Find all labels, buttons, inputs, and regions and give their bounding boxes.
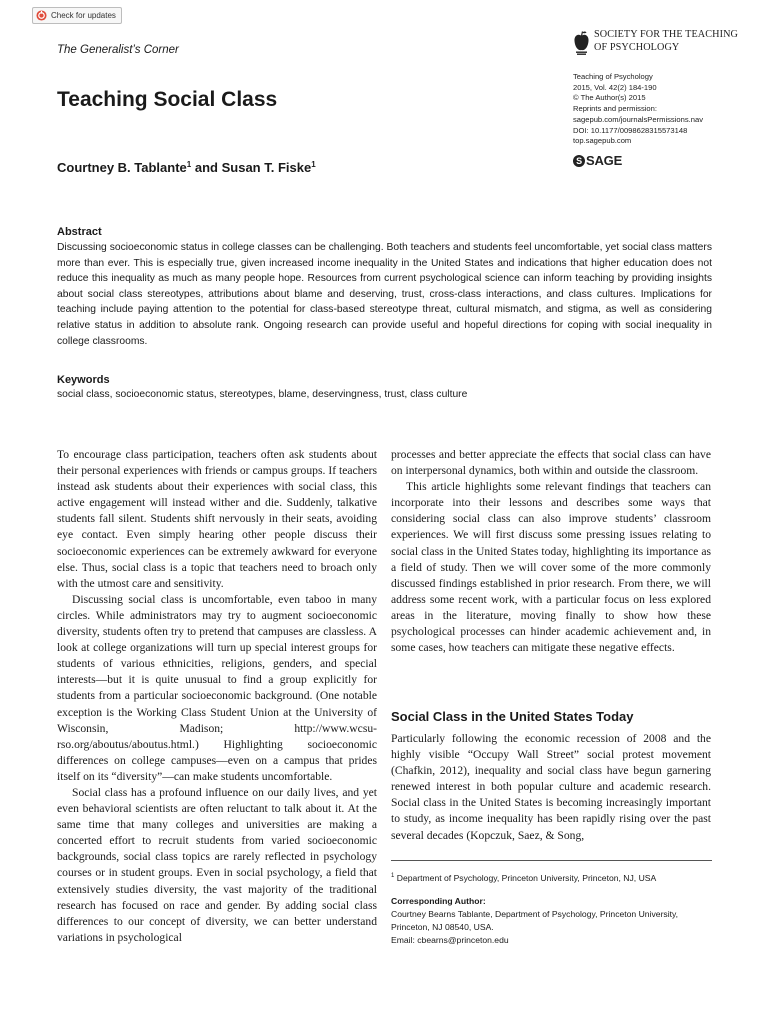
copyright-line: © The Author(s) 2015 xyxy=(573,93,646,103)
body-paragraph: Discussing social class is uncomfortable, even taboo in many circles. While administrators may try to augment socioeconomic diversity, students often try to pretend that campuses are classless. A look at college organizations will turn up special interest groups for students of various ethnicities, religions, genders, and special interests—but it is quite unusual to find a group explicitly for students from a particular socioeconomic background. (One notable exception is the Working Class Student Union at the University of Wisconsin, Madison; http://www.wcsu-rso.org/aboutus/aboutus.html.) Highlighting socioeconomic differences on college campuses—even on a campus that prides itself on its “diversity”—can make students uncomfortable. xyxy=(57,592,377,783)
journal-name: Teaching of Psychology xyxy=(573,72,653,81)
update-check-icon xyxy=(36,10,47,21)
section-heading: Social Class in the United States Today xyxy=(391,709,634,724)
journal-info xyxy=(573,72,703,147)
author-line xyxy=(57,160,316,175)
body-paragraph: Social class has a profound influence on our daily lives, and yet even behavioral scientists are often reluctant to talk about it. At the same time that many colleges and universities are making a concerted effort to recruit students from varied socioeconomic backgrounds, social class topics are rarely reflected in psychology courses or in student groups. Even in social psychology, a field that extensively studies diversity, the vast majority of the traditional research has focused on race and gender. By adding social class differences to our concept of diversity, we can better understand variations in psychological xyxy=(57,785,377,944)
society-logo xyxy=(573,28,738,56)
author-name: Susan T. Fiske xyxy=(221,160,312,175)
corresponding-author-heading: Corresponding Author: xyxy=(391,896,486,906)
body-column-left xyxy=(57,447,377,946)
society-name-line: OF PSYCHOLOGY xyxy=(594,42,680,53)
body-paragraph: processes and better appreciate the effects that social class can have on interpersonal dynamics, both within and outside the classroom. xyxy=(391,448,711,478)
permissions-link[interactable]: sagepub.com/journalsPermissions.nav xyxy=(573,114,704,124)
keywords-heading: Keywords xyxy=(57,374,110,386)
author-connector: and xyxy=(194,160,218,175)
journal-volume: 2015, Vol. 42(2) 184-190 xyxy=(573,82,657,92)
body-paragraph: To encourage class participation, teachers often ask students about their personal experiences with friends or campus groups. If teachers instead ask students about their experiences with social class, this active engagement will instead wither and die. Suddenly, talkative students fall silent. Students shift nervously in their seats, avoiding eye contact. Even simply hearing other people discuss their socioeconomic experiences can be extremely awkward for everyone else. Thus, social class is a topic that teachers need to broach only with the utmost care and sensitivity. xyxy=(57,448,377,590)
publisher-logo xyxy=(573,153,622,168)
check-for-updates-badge[interactable] xyxy=(32,7,122,24)
section-body xyxy=(391,731,711,844)
apple-icon xyxy=(573,30,590,56)
body-paragraph: This article highlights some relevant findings that teachers can incorporate into their lessons and describes some ways that considering social class can also improve students’ classroom experiences. We will first discuss some pressing issues relating to social class in the United States today, highlighting its importance as a field of study. Then we will cover some of the more commonly discussed findings established in prior research. From there, we will address some recent work, with a particular focus on less explored areas in the literature, moving finally to show how these psychological processes can hinder academic achievement and, in some cases, how teachers can mitigate these negative effects. xyxy=(391,480,711,655)
affiliation-marker: 1 xyxy=(311,160,316,169)
affiliation-marker: 1 xyxy=(186,160,192,169)
abstract-text: Discussing socioeconomic status in college classes can be challenging. Both teachers and students feel uncomfortable, yet social class matters more than ever. This is especially true, given increased income inequality in the United States and indications that higher education does not reduce this inequality as much as many people hope. Resources from current psychological science can inform teaching by providing insights about social class stereotypes, attributions about blame and deserving, trust, cross-class interactions, and class cultures. Implications for teaching include paying attention to the potential for class-based stereotype threat, cultural mismatch, and stigma, as well as considering relative status in addition to absolute rank. Ongoing research can provide useful and hopeful directions for coping with social inequality in college classrooms. xyxy=(57,242,712,347)
abstract-heading: Abstract xyxy=(57,226,102,238)
author-name: Courtney B. Tablante xyxy=(57,160,187,175)
section-label: The Generalist’s Corner xyxy=(57,44,179,56)
footnote-marker: 1 xyxy=(391,873,395,879)
reprints-label: Reprints and permission: xyxy=(573,104,657,114)
publisher-name: SAGE xyxy=(586,153,623,168)
body-paragraph: Particularly following the economic recession of 2008 and the highly visible “Occupy Wall Street” social protest movement (Chafkin, 2012), inequality and social class have begun garnering renewed interest in both popular culture and academic research. Social class in the United States is becoming increasingly important to study, as income inequality has been rapidly rising over the past several decades (Kopczuk, Saez, & Song, xyxy=(391,732,711,842)
keywords-text: social class, socioeconomic status, stereotypes, blame, deservingness, trust, class culture xyxy=(57,389,468,400)
corresponding-author-email[interactable]: Email: cbearns@princeton.edu xyxy=(391,935,509,945)
doi-line[interactable]: DOI: 10.1177/0098628315573148 xyxy=(573,125,688,135)
check-for-updates-label: Check for updates xyxy=(51,11,116,20)
footnote-divider xyxy=(391,860,712,861)
journal-website-link[interactable]: top.sagepub.com xyxy=(573,136,632,146)
article-title: Teaching Social Class xyxy=(57,88,278,111)
society-name-line: SOCIETY FOR THE TEACHING xyxy=(594,29,738,40)
body-column-right xyxy=(391,447,711,656)
affiliation-footnote xyxy=(391,870,656,884)
footnote-text: Department of Psychology, Princeton University, Princeton, NJ, USA xyxy=(396,873,657,883)
sage-mark-icon: S xyxy=(573,155,585,167)
corresponding-author-details xyxy=(391,908,713,947)
corresponding-author-address: Courtney Bearns Tablante, Department of Psychology, Princeton University, Princeton, NJ 08540, USA. xyxy=(391,909,679,932)
